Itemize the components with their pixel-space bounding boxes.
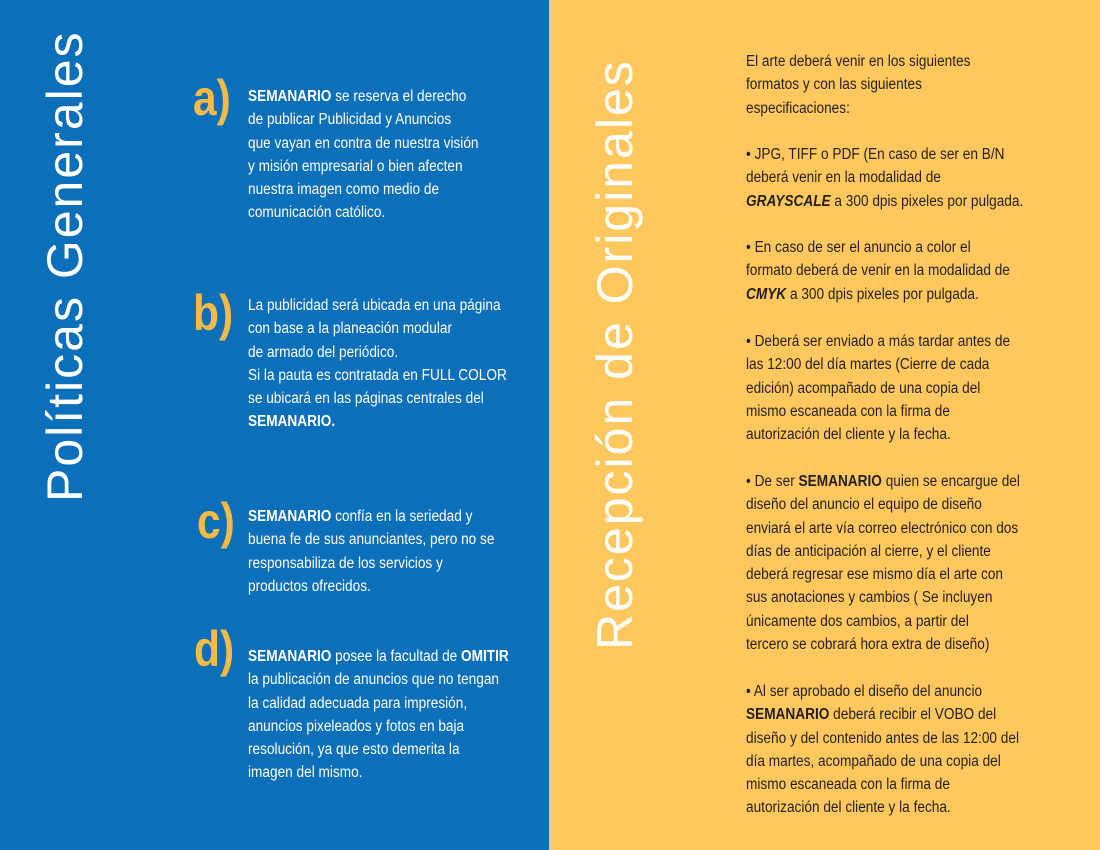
text-run: La publicidad será ubicada en una página xyxy=(248,297,501,314)
left-panel-title: Políticas Generales xyxy=(37,30,93,502)
section-d-text xyxy=(248,645,509,785)
text-run: mismo escaneada con la firma de xyxy=(746,402,950,420)
text-line xyxy=(746,727,1019,750)
section-c-text xyxy=(248,505,494,598)
text-run: anuncios pixeleados y fotos en baja xyxy=(248,717,465,735)
text-run: únicamente dos cambios, a partir del xyxy=(746,612,969,630)
text-run: comunicación católico. xyxy=(248,204,386,222)
emphasis-run: SEMANARIO. xyxy=(248,413,336,431)
text-run: • En caso de ser el anuncio a color el xyxy=(746,239,971,256)
text-line xyxy=(746,190,1023,213)
intro-paragraph xyxy=(746,50,970,120)
text-line xyxy=(248,761,509,784)
text-line xyxy=(746,236,1010,259)
text-run: a 300 dpis pixeles por pulgada. xyxy=(786,285,979,303)
text-line xyxy=(746,633,1020,656)
text-line xyxy=(248,552,494,575)
text-line xyxy=(248,317,507,340)
text-run: confía en la seriedad y xyxy=(331,508,473,525)
text-run: con base a la planeación modular xyxy=(248,320,452,338)
text-run: de armado del periódico. xyxy=(248,343,399,361)
text-line xyxy=(248,575,494,598)
text-line xyxy=(746,400,1010,423)
emphasis-run: OMITIR xyxy=(461,648,509,665)
text-run: • Deberá ser enviado a más tardar antes de xyxy=(746,333,1011,350)
text-line xyxy=(248,341,507,364)
text-run: quien se encargue del xyxy=(881,473,1020,490)
text-line xyxy=(746,586,1020,609)
text-run: mismo escaneada con la firma de xyxy=(746,776,950,794)
text-line xyxy=(746,493,1020,516)
emphasis-run: SEMANARIO xyxy=(248,648,332,665)
text-run: diseño del anuncio el equipo de diseño xyxy=(746,496,982,514)
text-run: las 12:00 del día martes (Cierre de cada xyxy=(746,356,990,374)
text-run: diseño y del contenido antes de las 12:00 del xyxy=(746,729,1020,747)
text-run: El arte deberá venir en los siguientes xyxy=(746,53,971,70)
text-run: a 300 dpis pixeles por pulgada. xyxy=(830,192,1024,210)
text-run: la calidad adecuada para impresión, xyxy=(248,694,468,712)
text-run: • De ser xyxy=(746,473,799,490)
text-line xyxy=(248,155,479,178)
section-letter-c: c) xyxy=(197,493,235,549)
text-line xyxy=(248,645,509,668)
text-line xyxy=(248,528,494,551)
text-run: formato deberá de venir en la modalidad de xyxy=(746,262,1010,280)
text-line xyxy=(746,166,1023,189)
text-line xyxy=(746,563,1020,586)
text-run: • Al ser aprobado el diseño del anuncio xyxy=(746,683,983,700)
deadline-bullet xyxy=(746,330,1010,446)
text-line xyxy=(248,505,494,528)
text-run: deberá recibir el VOBO del xyxy=(829,706,997,724)
text-line xyxy=(746,283,1010,306)
text-line xyxy=(746,143,1023,166)
text-line xyxy=(248,738,509,761)
text-run: responsabiliza de los servicios y xyxy=(248,554,443,572)
text-line xyxy=(248,132,479,155)
emphasis-run: GRAYSCALE xyxy=(746,192,831,210)
text-run: sus anotaciones y cambios ( Se incluyen xyxy=(746,589,993,607)
right-panel-title: Recepción de Originales xyxy=(587,59,643,650)
text-run: formatos y con las siguientes xyxy=(746,76,922,94)
format-bullet-grayscale xyxy=(746,143,1023,213)
text-line xyxy=(746,680,1019,703)
text-line xyxy=(746,540,1020,563)
emphasis-run: SEMANARIO xyxy=(248,508,332,525)
text-run: se reserva el derecho xyxy=(331,88,467,105)
text-run: productos ofrecidos. xyxy=(248,577,371,595)
text-line xyxy=(746,517,1020,540)
text-line xyxy=(746,259,1010,282)
text-line xyxy=(248,692,509,715)
text-line xyxy=(746,423,1010,446)
text-line xyxy=(746,796,1019,819)
emphasis-run: SEMANARIO xyxy=(746,706,830,724)
text-run: imagen del mismo. xyxy=(248,764,363,782)
text-line xyxy=(248,410,507,433)
text-run: especificaciones: xyxy=(746,99,850,117)
text-run: días de anticipación al cierre, y el cliente xyxy=(746,542,991,560)
text-run: autorización del cliente y la fecha. xyxy=(746,799,951,817)
text-run: deberá regresar ese mismo día el arte con xyxy=(746,566,1004,584)
text-line xyxy=(746,773,1019,796)
text-run: de publicar Publicidad y Anuncios xyxy=(248,111,452,129)
approval-bullet xyxy=(746,680,1019,820)
text-line xyxy=(248,108,479,131)
text-run: Si la pauta es contratada en FULL COLOR xyxy=(248,366,507,384)
text-line xyxy=(248,85,479,108)
text-run: enviará el arte vía correo electrónico con dos xyxy=(746,519,1019,537)
text-line xyxy=(248,715,509,738)
section-letter-b: b) xyxy=(193,285,234,341)
section-letter-d: d) xyxy=(194,621,235,677)
text-run: deberá venir en la modalidad de xyxy=(746,169,941,187)
text-run: posee la facultad de xyxy=(331,648,462,665)
text-line xyxy=(248,668,509,691)
text-run: resolución, ya que esto demerita la xyxy=(248,741,460,759)
text-line xyxy=(746,610,1020,633)
text-line xyxy=(746,330,1010,353)
emphasis-run: SEMANARIO xyxy=(798,473,882,490)
text-run: y misión empresarial o bien afecten xyxy=(248,157,463,175)
text-run: que vayan en contra de nuestra visión xyxy=(248,134,479,152)
section-letter-a: a) xyxy=(193,70,231,126)
design-service-bullet xyxy=(746,470,1020,656)
text-line xyxy=(746,470,1020,493)
text-line xyxy=(248,178,479,201)
text-run: nuestra imagen como medio de xyxy=(248,181,440,199)
emphasis-run: SEMANARIO xyxy=(248,88,332,105)
text-line xyxy=(746,50,970,73)
text-run: tercero se cobrará hora extra de diseño) xyxy=(746,636,990,654)
text-run: la publicación de anuncios que no tengan xyxy=(248,671,500,689)
text-line xyxy=(746,73,970,96)
text-run: buena fe de sus anunciantes, pero no se xyxy=(248,531,495,549)
text-line xyxy=(248,294,507,317)
text-line xyxy=(248,387,507,410)
section-b-text xyxy=(248,294,507,434)
text-run: edición) acompañado de una copia del xyxy=(746,379,981,397)
text-line xyxy=(248,364,507,387)
text-line xyxy=(746,377,1010,400)
text-line xyxy=(746,353,1010,376)
text-line xyxy=(746,750,1019,773)
text-line xyxy=(746,703,1019,726)
text-run: día martes, acompañado de una copia del xyxy=(746,752,1001,770)
text-run: autorización del cliente y la fecha. xyxy=(746,426,951,444)
emphasis-run: CMYK xyxy=(746,285,787,303)
format-bullet-cmyk xyxy=(746,236,1010,306)
text-line xyxy=(746,97,970,120)
text-line xyxy=(248,201,479,224)
section-a-text xyxy=(248,85,479,225)
text-run: • JPG, TIFF o PDF (En caso de ser en B/N xyxy=(746,146,1005,163)
text-run: se ubicará en las páginas centrales del xyxy=(248,390,484,408)
